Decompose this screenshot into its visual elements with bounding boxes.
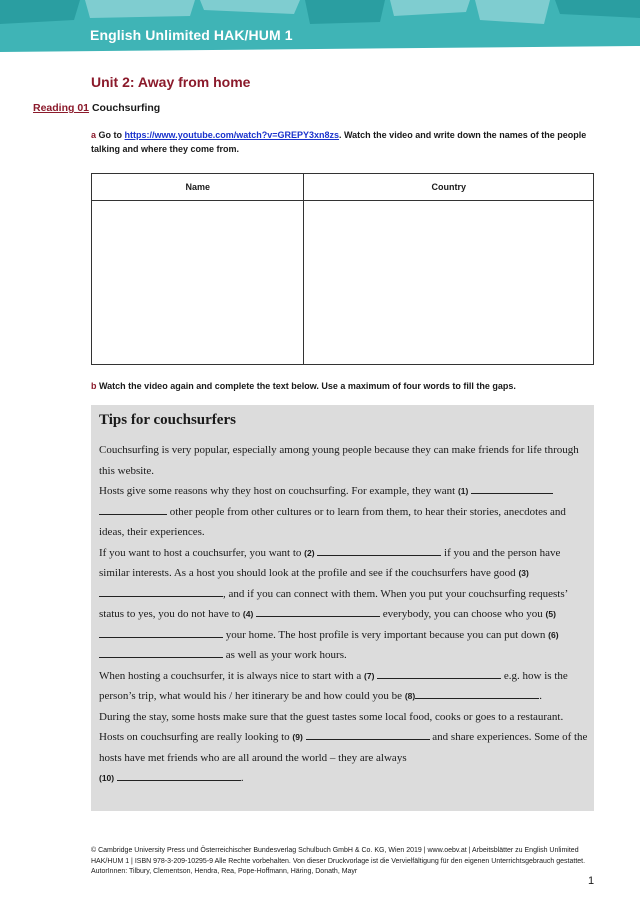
tips-text: if you and the person have similar interests. As a host you should look at the profile and see if the couchsurfers have good [99, 546, 561, 579]
gap-1-blank[interactable] [471, 482, 553, 494]
gap-10-blank[interactable] [117, 769, 241, 781]
tips-text: . [240, 772, 244, 784]
header-banner [0, 0, 640, 58]
table-header-country: Country [304, 174, 594, 201]
gap-4-blank[interactable] [256, 605, 380, 617]
footer-line-1: © Cambridge University Press und Österreichischer Bundesverlag Schulbuch GmbH & Co. KG, Wien 2019 | www.oebv.at | Arbeitsblätter zu English Unlimited HAK/HUM 1 | ISBN 978-3-209-10295-9 Alle Rechte vorbehalten. Von dieser Druckvorlage ist die Vervielfältigung für den eigenen Unterrichtsgebrauch gestattet. [91, 847, 586, 865]
task-a-letter: a [91, 130, 97, 140]
video-link[interactable]: https://www.youtube.com/watch?v=GREPY3xn8zs [124, 130, 340, 140]
gap-7-blank[interactable] [377, 667, 501, 679]
tips-paragraph-4 [99, 666, 589, 707]
tips-paragraph-3 [99, 543, 589, 666]
task-b-text: Watch the video again and complete the text below. Use a maximum of four words to fill the gaps. [99, 381, 516, 391]
table-header-name: Name [92, 174, 304, 201]
tips-text: If you want to host a couchsurfer, you want to [99, 546, 302, 559]
gap-label-6: (6) [548, 629, 559, 640]
task-b-letter: b [91, 381, 97, 391]
task-a-text-after: . Watch the video and write down the names of the people talking and where they come from. [91, 130, 587, 154]
gap-1-blank-continued[interactable] [99, 503, 167, 515]
tips-paragraph-1: Couchsurfing is very popular, especially among young people because they can make friends for life through this website. [99, 444, 579, 477]
page-number: 1 [588, 875, 595, 887]
gap-2-blank[interactable] [317, 544, 441, 556]
task-a-text-before: Go to [98, 130, 123, 140]
footer-authors: AutorInnen: Tilbury, Clementson, Hendra, Rea, Pope-Hoffmann, Häring, Donath, Mayr [91, 868, 358, 875]
tips-text: other people from other cultures or to learn from them, to hear their stories, anecdotes and ideas, their experiences. [99, 505, 566, 538]
tips-text: . [539, 690, 542, 702]
tips-text: , and if you can connect with them. When you put your couchsurfing requests’ status to yes, you do not have to [99, 587, 568, 620]
answer-table [91, 173, 594, 365]
tips-text: When hosting a couchsurfer, it is always nice to start with a [99, 669, 362, 682]
tips-text: everybody, you can choose who you [382, 608, 543, 620]
gap-label-4: (4) [242, 609, 254, 619]
tips-text: as well as your work hours. [225, 649, 347, 661]
tips-body [99, 440, 589, 789]
tips-text: Hosts give some reasons why they host on couchsurfing. For example, they want [99, 485, 456, 497]
gap-label-10: (10) [99, 773, 115, 783]
gap-label-8: (8) [404, 691, 416, 701]
gap-label-3: (3) [518, 568, 529, 578]
header-title: English Unlimited HAK/HUM 1 [90, 27, 293, 43]
tips-text: Hosts on couchsurfing are really looking to [99, 731, 290, 743]
tips-text: e.g. how is the person’s trip, what would his / her itinerary be and how could you be [99, 669, 568, 702]
tips-title: Tips for couchsurfers [99, 412, 236, 428]
gap-label-1: (1) [457, 486, 469, 496]
reading-label: Reading 01 [33, 102, 90, 114]
gap-5-blank[interactable] [99, 626, 223, 638]
tips-text: your home. The host profile is very important because you can put down [225, 628, 546, 641]
tips-paragraph-6 [99, 727, 589, 789]
gap-label-5: (5) [545, 609, 556, 619]
task-a-instruction [91, 128, 596, 156]
tips-box [91, 405, 594, 811]
reading-heading [33, 102, 160, 114]
unit-title: Unit 2: Away from home [91, 74, 251, 90]
country-answer-cell[interactable] [304, 201, 594, 365]
gap-label-2: (2) [304, 547, 315, 558]
reading-title: Couchsurfing [91, 102, 161, 114]
gap-8-blank[interactable] [415, 687, 539, 699]
tips-paragraph-2 [99, 481, 589, 543]
tips-text: and share experiences. Some of the hosts have met friends who are all around the world – they are always [99, 731, 588, 764]
name-answer-cell[interactable] [92, 201, 304, 365]
gap-label-9: (9) [292, 732, 303, 742]
gap-3-blank[interactable] [99, 585, 223, 597]
task-b-instruction [91, 379, 596, 393]
footer-copyright [91, 846, 591, 878]
tips-paragraph-5: During the stay, some hosts make sure that the guest tastes some local food, cooks or goes to a restaurant. [99, 710, 564, 723]
gap-label-7: (7) [364, 670, 375, 681]
gap-9-blank[interactable] [306, 728, 430, 740]
gap-6-blank[interactable] [99, 646, 223, 658]
